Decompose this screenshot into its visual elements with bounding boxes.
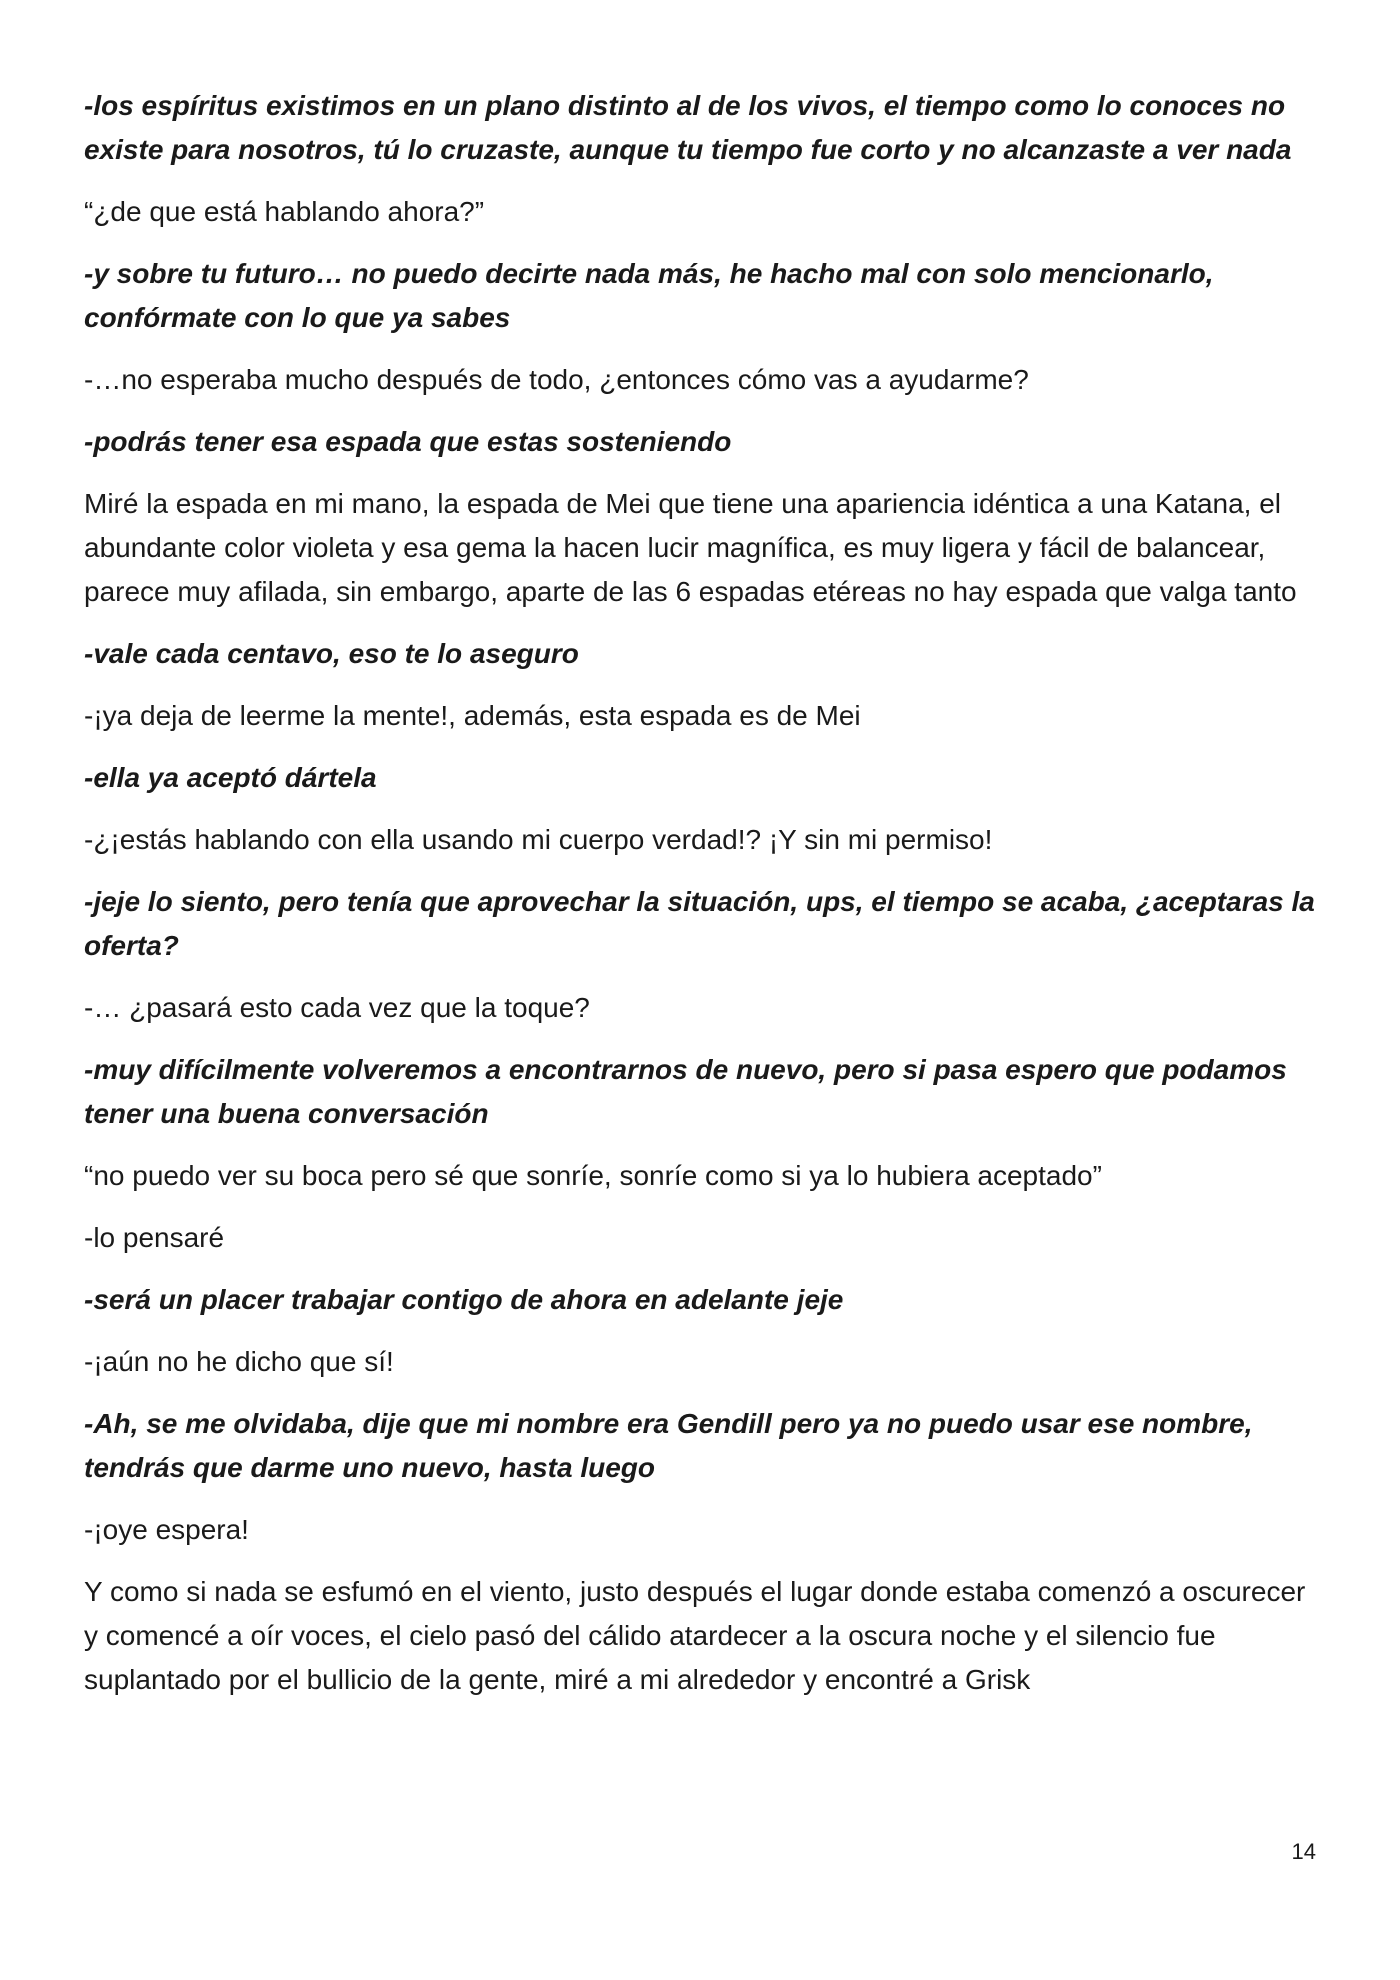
paragraph-dialogue: -¿¡estás hablando con ella usando mi cuerpo verdad!? ¡Y sin mi permiso! xyxy=(84,824,993,855)
paragraph-spirit-dialogue: -Ah, se me olvidaba, dije que mi nombre era Gendill pero ya no puedo usar ese nombre, tendrás que darme uno nuevo, hasta luego xyxy=(84,1408,1253,1483)
paragraph-spirit-dialogue: -muy difícilmente volveremos a encontrarnos de nuevo, pero si pasa espero que podamos tener una buena conversación xyxy=(84,1054,1287,1129)
paragraph-dialogue: -¡ya deja de leerme la mente!, además, esta espada es de Mei xyxy=(84,700,861,731)
page-body xyxy=(84,84,1324,1720)
paragraph-narration: Miré la espada en mi mano, la espada de Mei que tiene una apariencia idéntica a una Katana, el abundante color violeta y esa gema la hacen lucir magnífica, es muy ligera y fácil de balancear, parece muy afilada, sin embargo, aparte de las 6 espadas etéreas no hay espada que valga tanto xyxy=(84,488,1297,607)
paragraph-spirit-dialogue: -jeje lo siento, pero tenía que aprovechar la situación, ups, el tiempo se acaba, ¿aceptaras la oferta? xyxy=(84,886,1315,961)
paragraph-spirit-dialogue: -podrás tener esa espada que estas sosteniendo xyxy=(84,426,732,457)
paragraph-dialogue: -…no esperaba mucho después de todo, ¿entonces cómo vas a ayudarme? xyxy=(84,364,1029,395)
paragraph-thought: “¿de que está hablando ahora?” xyxy=(84,196,485,227)
paragraph-narration: Y como si nada se esfumó en el viento, justo después el lugar donde estaba comenzó a oscurecer y comencé a oír voces, el cielo pasó del cálido atardecer a la oscura noche y el silencio fue suplantado por el bullicio de la gente, miré a mi alrededor y encontré a Grisk xyxy=(84,1576,1306,1695)
paragraph-dialogue: -¡aún no he dicho que sí! xyxy=(84,1346,394,1377)
paragraph-dialogue: -¡oye espera! xyxy=(84,1514,249,1545)
paragraph-spirit-dialogue: -será un placer trabajar contigo de ahora en adelante jeje xyxy=(84,1284,844,1315)
page-number: 14 xyxy=(1291,1839,1316,1864)
paragraph-spirit-dialogue: -ella ya aceptó dártela xyxy=(84,762,377,793)
paragraph-spirit-dialogue: -y sobre tu futuro… no puedo decirte nada más, he hacho mal con solo mencionarlo, confórmate con lo que ya sabes xyxy=(84,258,1214,333)
paragraph-spirit-dialogue: -vale cada centavo, eso te lo aseguro xyxy=(84,638,579,669)
paragraph-dialogue: -lo pensaré xyxy=(84,1222,225,1253)
paragraph-dialogue: -… ¿pasará esto cada vez que la toque? xyxy=(84,992,590,1023)
paragraph-thought: “no puedo ver su boca pero sé que sonríe, sonríe como si ya lo hubiera aceptado” xyxy=(84,1160,1102,1191)
paragraph-spirit-dialogue: -los espíritus existimos en un plano distinto al de los vivos, el tiempo como lo conoces no existe para nosotros, tú lo cruzaste, aunque tu tiempo fue corto y no alcanzaste a ver nada xyxy=(84,90,1292,165)
